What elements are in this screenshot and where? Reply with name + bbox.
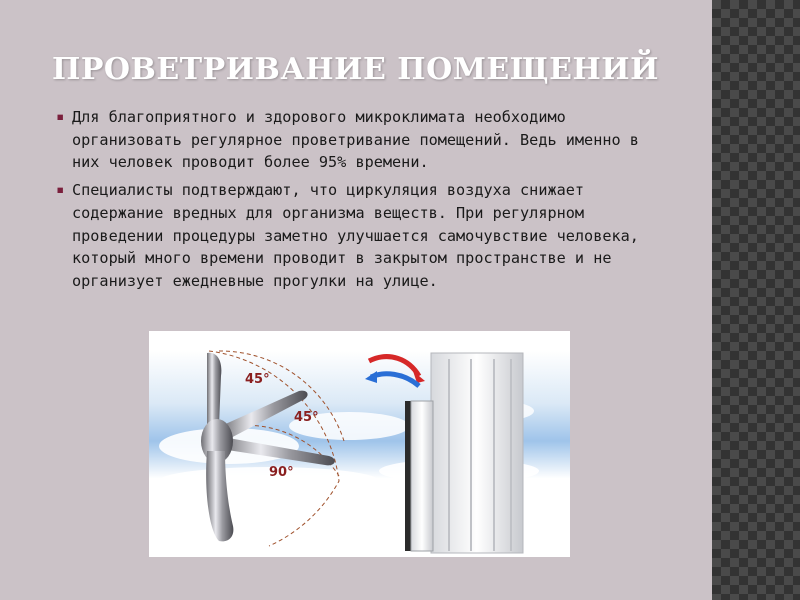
slide-title: ПРОВЕТРИВАНИЕ ПОМЕЩЕНИЙ — [52, 52, 659, 87]
bullet-text: Для благоприятного и здорового микроклимата необходимо организовать регулярное проветривание помещений. Ведь именно в них человек проводит более 95% времени. — [72, 108, 639, 172]
window-handle-illustration — [149, 331, 570, 557]
angle-label: 45° — [294, 410, 319, 425]
bullet-marker-icon: ▪ — [56, 109, 65, 125]
handle-up — [207, 353, 221, 430]
bullet-list — [56, 106, 646, 298]
window-ventilation-image — [149, 331, 570, 557]
bullet-item — [56, 179, 646, 293]
decorative-pattern-strip — [712, 0, 800, 600]
bullet-item — [56, 106, 646, 174]
bullet-marker-icon: ▪ — [56, 182, 65, 199]
angle-label: 90° — [269, 465, 294, 480]
angle-label: 45° — [245, 372, 270, 387]
bullet-text: Специалисты подтверждают, что циркуляция воздуха снижает содержание вредных для организма веществ. При регулярном проведении процедуры заметно улучшается самочувствие человека, который много времени проводит в закрытом пространстве и не организует ежедневные прогулки на улице. — [72, 181, 639, 290]
